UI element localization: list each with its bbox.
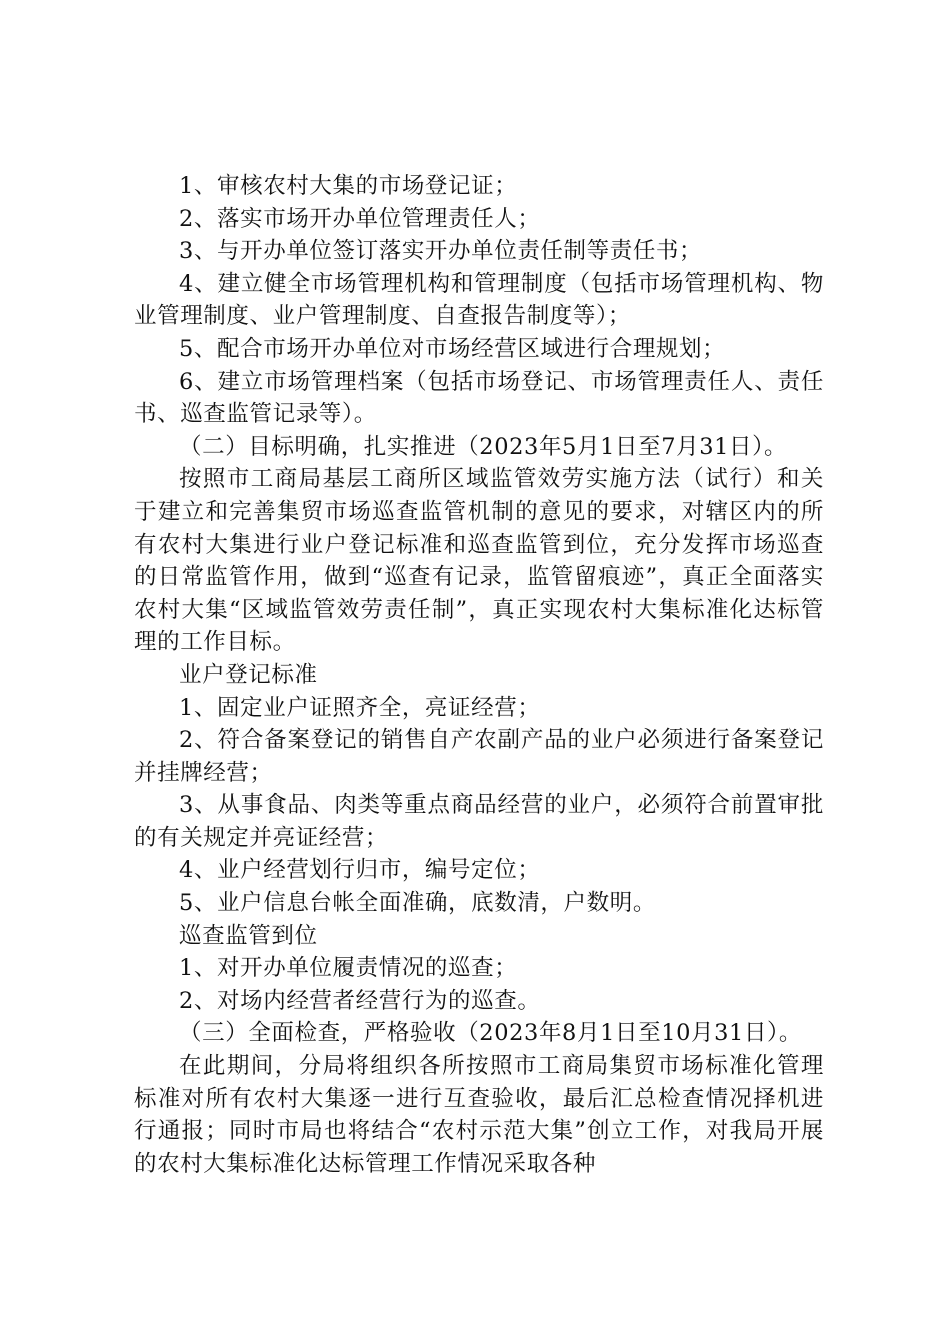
list-item: 5、配合市场开办单位对市场经营区域进行合理规划； [179, 335, 726, 362]
document-body [134, 170, 824, 1180]
list-item: 3、与开办单位签订落实开办单位责任制等责任书； [179, 238, 703, 265]
list-item: 5、业户信息台帐全面准确，底数清，户数明。 [179, 890, 656, 917]
list-item: 1、对开办单位履责情况的巡查； [179, 955, 518, 982]
subsection-heading: 巡查监管到位 [179, 922, 318, 949]
section-heading: （二）目标明确，扎实推进（2023年5月1日至7月31日）。 [179, 433, 788, 460]
list-item: 4、业户经营划行归市，编号定位； [179, 857, 541, 884]
list-item: 6、建立市场管理档案（包括市场登记、市场管理责任人、责任书、巡查监管记录等）。 [134, 368, 824, 428]
list-item: 2、对场内经营者经营行为的巡查。 [179, 987, 541, 1014]
body-paragraph: 按照市工商局基层工商所区域监管效劳实施方法（试行）和关于建立和完善集贸市场巡查监管机制的意见的要求，对辖区内的所有农村大集进行业户登记标准和巡查监管到位，充分发挥市场巡查的日常监管作用，做到“巡查有记录，监管留痕迹”，真正全面落实农村大集“区域监管效劳责任制”，真正实现农村大集标准化达标管理的工作目标。 [134, 466, 824, 656]
body-paragraph: 在此期间，分局将组织各所按照市工商局集贸市场标准化管理标准对所有农村大集逐一进行互查验收，最后汇总检查情况择机进行通报；同时市局也将结合“农村示范大集”创立工作，对我局开展的农村大集标准化达标管理工作情况采取各种 [134, 1053, 824, 1177]
section-heading: （三）全面检查，严格验收（2023年8月1日至10月31日）。 [179, 1020, 803, 1047]
list-item: 2、落实市场开办单位管理责任人； [179, 205, 541, 232]
list-item: 1、审核农村大集的市场登记证； [179, 173, 518, 199]
subsection-heading: 业户登记标准 [179, 661, 318, 688]
list-item: 3、从事食品、肉类等重点商品经营的业户，必须符合前置审批的有关规定并亮证经营； [134, 792, 824, 851]
list-item: 2、符合备案登记的销售自产农副产品的业户必须进行备案登记并挂牌经营； [134, 727, 824, 786]
list-item: 1、固定业户证照齐全，亮证经营； [179, 694, 541, 721]
list-item: 4、建立健全市场管理机构和管理制度（包括市场管理机构、物业管理制度、业户管理制度、自查报告制度等）； [134, 270, 824, 330]
